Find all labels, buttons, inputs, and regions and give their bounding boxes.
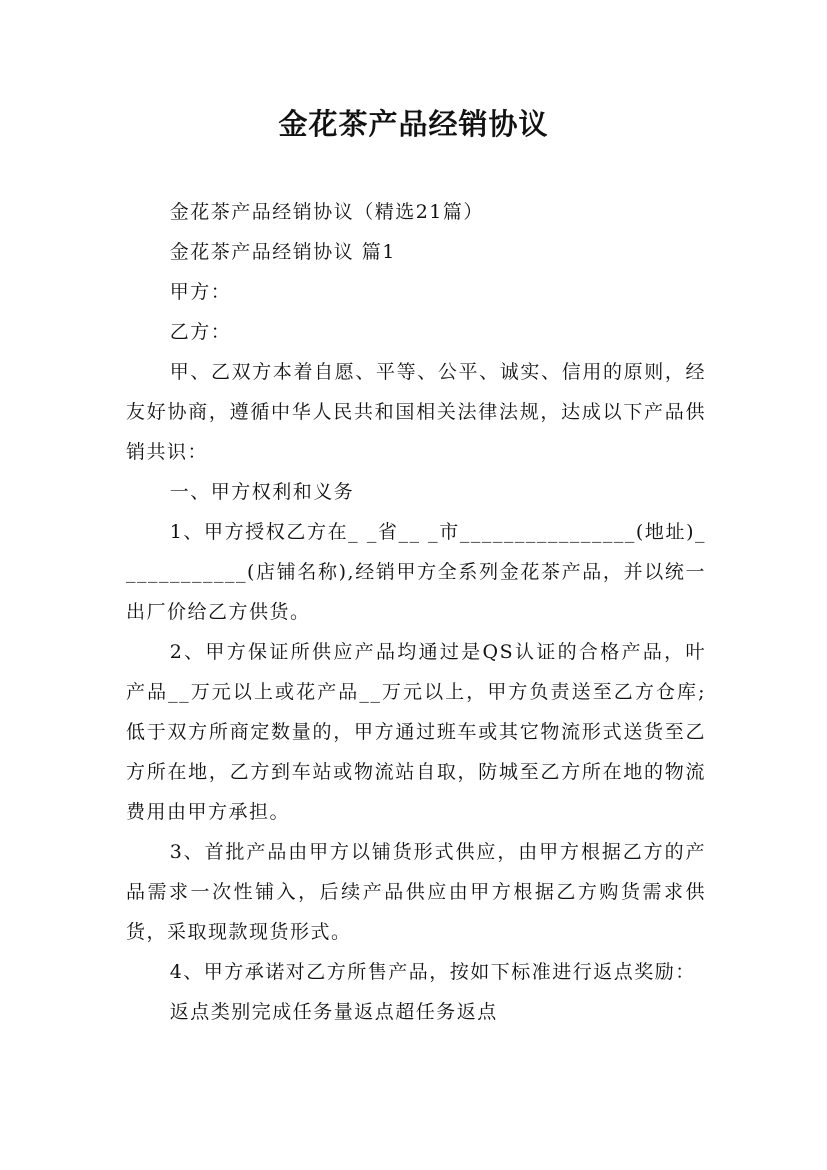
party-b-line: 乙方：	[169, 321, 232, 343]
clause-3-paragraph: 3、首批产品由甲方以铺货形式供应，由甲方根据乙方的产品需求一次性铺入，后续产品供应由甲方根据乙方购货需求供货，采取现款现货形式。	[126, 841, 706, 943]
clause-2-paragraph: 2、甲方保证所供应产品均通过是QS认证的合格产品，叶产品__万元以上或花产品__万元以上，甲方负责送至乙方仓库;低于双方所商定数量的，甲方通过班车或其它物流形式送货至乙方所在地，乙方到车站或物流站自取，防城至乙方所在地的物流费用由甲方承担。	[126, 641, 706, 823]
section-heading: 金花茶产品经销协议 篇1	[169, 241, 396, 263]
document-title: 金花茶产品经销协议	[278, 107, 549, 141]
rebate-table-header: 返点类别完成任务量返点超任务返点	[169, 1001, 498, 1023]
document-body	[126, 192, 706, 1032]
clause-1-paragraph: 1、甲方授权乙方在_ _省__ _市________________(地址)____________(店铺名称),经销甲方全系列金花茶产品，并以统一出厂价给乙方供货。	[126, 521, 706, 623]
clause-heading: 一、甲方权利和义务	[169, 481, 355, 503]
preamble-paragraph: 甲、乙双方本着自愿、平等、公平、诚实、信用的原则，经友好协商，遵循中华人民共和国相关法律法规，达成以下产品供销共识：	[126, 361, 706, 463]
subtitle-paragraph: 金花茶产品经销协议（精选21篇）	[169, 201, 484, 223]
party-a-line: 甲方：	[169, 281, 232, 303]
clause-4-paragraph: 4、甲方承诺对乙方所售产品，按如下标准进行返点奖励：	[169, 961, 696, 983]
